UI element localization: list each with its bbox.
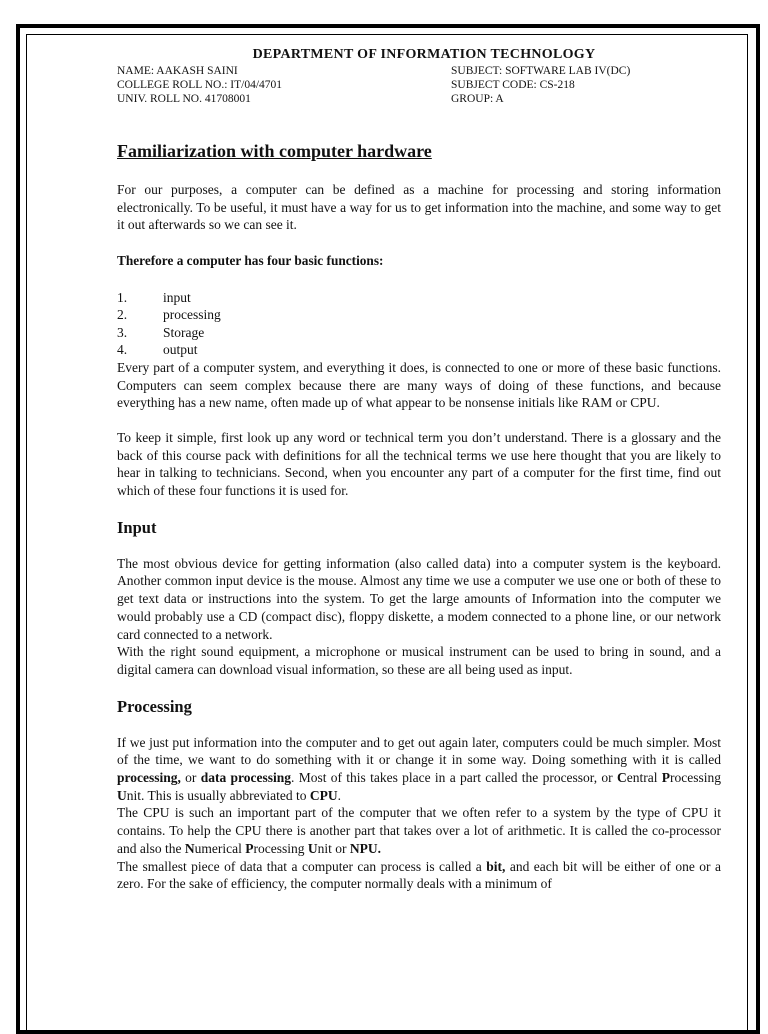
processing-paragraph-1: If we just put information into the computer and to get out again later, computers could be much simpler. Most of the time, we want to do something with it or change it in some way. Doing something with it is called processing, or data processing. Most of this takes place in a part called the processor, or Central Processing Unit. This is usually abbreviated to CPU.: [117, 734, 722, 803]
input-paragraph-2: With the right sound equipment, a microphone or musical instrument can be used to bring in sound, and a digital camera can download visual information, so these are all being used as input.: [117, 644, 721, 677]
input-paragraph-1: The most obvious device for getting information (also called data) into a computer system is the keyboard. Another common input device is the mouse. Almost any time we use a computer we use one or both of these to get text data or instructions into the system. To get the large amounts of Information into the computer we would probably use a CD (compact disc), floppy diskette, a modem connected to a phone line, or our network card connected to a network.: [117, 555, 721, 642]
department-heading: DEPARTMENT OF INFORMATION TECHNOLOGY: [252, 47, 596, 62]
document-title: Familiarization with computer hardware: [117, 141, 432, 161]
functions-list: [117, 289, 721, 359]
processing-paragraph-3: The smallest piece of data that a computer can process is called a bit, and each bit will be either of one or a zero. For the sake of efficiency, the computer normally deals with a minimum of: [117, 858, 722, 892]
every-part-paragraph: Every part of a computer system, and everything it does, is connected to one or more of these basic functions. Computers can seem complex because there are many ways of doing of these functions, and because everything has a new name, often made up of what appear to be nonsense initials like RAM or CPU.: [117, 359, 721, 411]
univ-roll-no: UNIV. ROLL NO. 41708001: [117, 93, 251, 105]
functions-heading: Therefore a computer has four basic functions:: [117, 253, 384, 269]
list-item-label: output: [163, 342, 198, 358]
list-item-number: 4.: [117, 342, 128, 358]
subject-code: SUBJECT CODE: CS-218: [451, 79, 575, 91]
keep-simple-paragraph: To keep it simple, first look up any word or technical term you don’t understand. There is a glossary and the back of this course pack with definitions for all the technical terms we use here thought that you are likely to hear in talking to technicians. Second, when you encounter any part of a computer for the first time, find out which of these four functions it is used for.: [117, 429, 721, 499]
list-item-number: 2.: [117, 307, 128, 323]
processing-paragraph-2: The CPU is such an important part of the computer that we often refer to a system by the type of CPU it contains. To help the CPU there is another part that takes over a lot of arithmetic. It is called the co-processor and also the Numerical Processing Unit or NPU.: [117, 805, 721, 856]
list-item-number: 1.: [117, 289, 128, 305]
college-roll-no: COLLEGE ROLL NO.: IT/04/4701: [117, 79, 283, 91]
input-heading: Input: [117, 517, 157, 537]
student-info-left: [117, 64, 451, 106]
intro-paragraph: For our purposes, a computer can be defined as a machine for processing and storing information electronically. To be useful, it must have a way for us to get information into the machine, and some way to get it out afterwards so we can see it.: [117, 182, 721, 233]
list-item: [117, 341, 721, 359]
student-info-right: [451, 64, 721, 106]
list-item: [117, 324, 721, 342]
subject: SUBJECT: SOFTWARE LAB IV(DC): [451, 65, 631, 77]
list-item-label: processing: [163, 307, 221, 323]
processing-heading: Processing: [117, 696, 192, 716]
list-item-number: 3.: [117, 324, 128, 340]
list-item: [117, 289, 721, 307]
document-body: [117, 46, 721, 893]
list-item-label: Storage: [163, 324, 205, 340]
list-item: [117, 306, 721, 324]
student-name: NAME: AAKASH SAINI: [117, 65, 238, 77]
group: GROUP: A: [451, 93, 504, 105]
list-item-label: input: [163, 289, 191, 305]
student-info: [117, 64, 721, 106]
